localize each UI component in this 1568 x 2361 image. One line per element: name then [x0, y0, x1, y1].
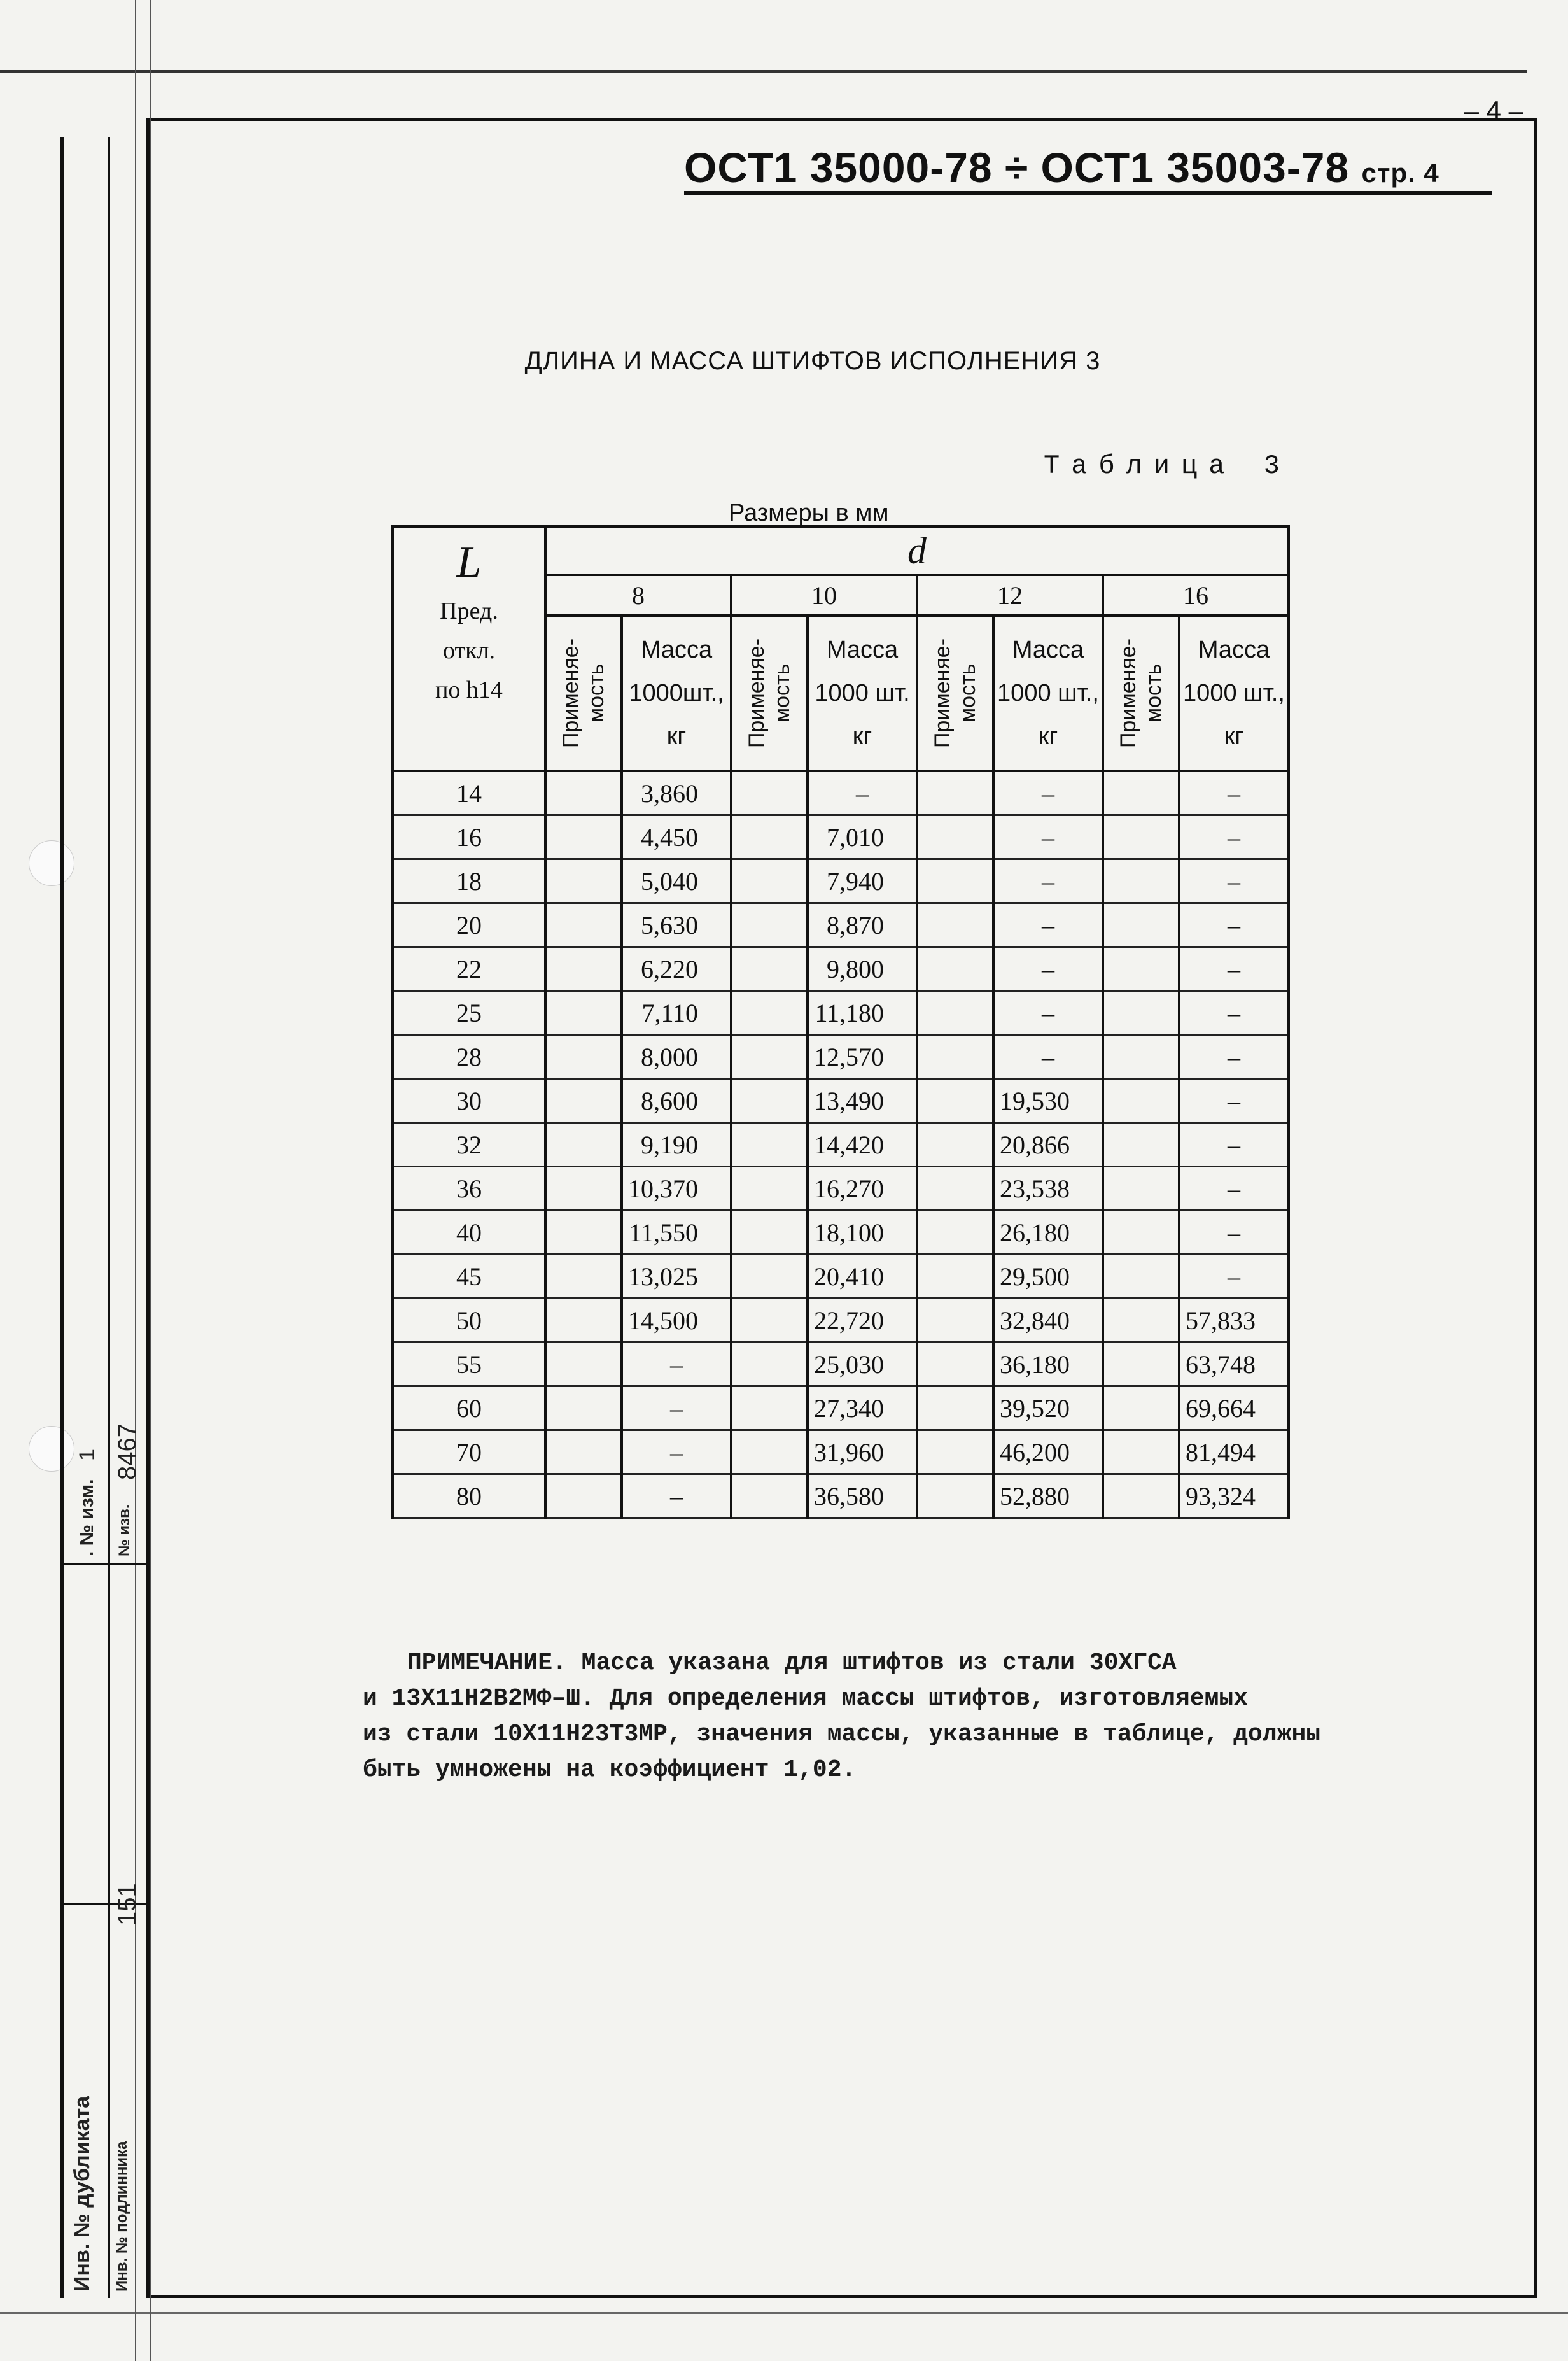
mass-cell: 27,340 — [808, 1386, 917, 1430]
mass-cell: – — [1179, 1211, 1289, 1255]
applicability-cell — [917, 1123, 993, 1167]
mass-cell: – — [1179, 771, 1289, 815]
applicability-cell — [1103, 1430, 1179, 1474]
mass-header-line: 1000 шт. — [815, 680, 910, 707]
tolerance-label: Пред. — [440, 598, 498, 624]
length-cell: 28 — [393, 1035, 545, 1079]
note-line: и 13Х11Н2В2МФ–Ш. Для определения массы штифтов, изготовляемых — [363, 1685, 1249, 1712]
applicability-cell — [545, 1211, 622, 1255]
applicability-cell — [731, 859, 808, 903]
mass-cell: 18,100 — [808, 1211, 917, 1255]
mass-cell: 13,490 — [808, 1079, 917, 1123]
mass-cell: – — [993, 947, 1103, 991]
mass-cell: 69,664 — [1179, 1386, 1289, 1430]
table-row — [393, 1211, 1289, 1255]
mass-cell: 7,110 — [622, 991, 731, 1035]
applicability-cell — [917, 1430, 993, 1474]
applicability-label — [744, 638, 795, 748]
applicability-cell — [1103, 1123, 1179, 1167]
applicability-cell — [1103, 1343, 1179, 1386]
mass-cell: 11,550 — [622, 1211, 731, 1255]
mass-cell: – — [993, 815, 1103, 859]
table-row — [393, 1123, 1289, 1167]
applicability-cell — [1103, 1299, 1179, 1343]
applicability-cell — [917, 991, 993, 1035]
applicability-line: мость — [1142, 663, 1166, 723]
table-row — [393, 1167, 1289, 1211]
mass-cell: 8,000 — [622, 1035, 731, 1079]
table-row — [393, 859, 1289, 903]
document-title — [684, 143, 1439, 192]
applicability-cell — [1103, 991, 1179, 1035]
mass-cell: – — [1179, 903, 1289, 947]
mass-cell: 9,190 — [622, 1123, 731, 1167]
mass-header-line: 1000шт., — [629, 680, 724, 707]
mass-header-line: Масса — [1012, 637, 1084, 663]
table-row — [393, 1299, 1289, 1343]
units-caption: Размеры в мм — [729, 500, 889, 526]
mass-header-line: кг — [1224, 723, 1244, 750]
applicability-line: мость — [956, 663, 980, 723]
applicability-label — [930, 638, 981, 748]
applicability-cell — [917, 1079, 993, 1123]
note-line: быть умножены на коэффициент 1,02. — [363, 1756, 857, 1784]
applicability-cell — [917, 1211, 993, 1255]
applicability-cell — [731, 1167, 808, 1211]
mass-cell: 36,180 — [993, 1343, 1103, 1386]
page-label: стр. 4 — [1361, 158, 1439, 188]
applicability-cell — [731, 1386, 808, 1430]
outer-frame-bottom-line — [0, 2312, 1568, 2314]
mass-cell: – — [1179, 815, 1289, 859]
applicability-cell — [545, 815, 622, 859]
applicability-line: мость — [584, 663, 608, 723]
mass-cell: – — [1179, 991, 1289, 1035]
length-cell: 25 — [393, 991, 545, 1035]
mass-cell: 36,580 — [808, 1474, 917, 1518]
applicability-cell — [545, 1035, 622, 1079]
applicability-cell — [1103, 1474, 1179, 1518]
applicability-cell — [545, 1255, 622, 1299]
applicability-cell — [917, 1167, 993, 1211]
mass-header-line: Масса — [1198, 637, 1270, 663]
mass-cell: 32,840 — [993, 1299, 1103, 1343]
mass-cell: 25,030 — [808, 1343, 917, 1386]
applicability-line: Применяе- — [559, 638, 583, 749]
applicability-cell — [545, 1299, 622, 1343]
applicability-cell — [917, 903, 993, 947]
mass-cell: – — [993, 903, 1103, 947]
applicability-cell — [1103, 1386, 1179, 1430]
mass-header — [993, 616, 1103, 771]
note-line: ПРИМЕЧАНИЕ. Масса указана для штифтов из стали 30ХГСА — [407, 1649, 1177, 1677]
applicability-cell — [731, 1343, 808, 1386]
applicability-cell — [917, 1474, 993, 1518]
mass-cell: – — [993, 1035, 1103, 1079]
applicability-cell — [731, 815, 808, 859]
applicability-cell — [731, 1123, 808, 1167]
mass-cell: 7,940 — [808, 859, 917, 903]
applicability-cell — [545, 991, 622, 1035]
change-number-label: . № изм. — [76, 1479, 97, 1556]
mass-cell: 13,025 — [622, 1255, 731, 1299]
table-row — [393, 1474, 1289, 1518]
tolerance-label: по h14 — [435, 677, 503, 703]
applicability-cell — [545, 1430, 622, 1474]
applicability-header — [1103, 616, 1179, 771]
applicability-cell — [545, 1167, 622, 1211]
binding-strip — [60, 137, 146, 2298]
applicability-cell — [731, 1035, 808, 1079]
applicability-label — [1116, 638, 1166, 748]
mass-cell: 57,833 — [1179, 1299, 1289, 1343]
table-row — [393, 1079, 1289, 1123]
length-header — [393, 526, 545, 771]
mass-cell: 8,870 — [808, 903, 917, 947]
mass-cell: – — [622, 1386, 731, 1430]
length-cell: 60 — [393, 1386, 545, 1430]
mass-cell: 93,324 — [1179, 1474, 1289, 1518]
applicability-cell — [1103, 815, 1179, 859]
applicability-header — [545, 616, 622, 771]
mass-cell: 46,200 — [993, 1430, 1103, 1474]
table-row — [393, 1343, 1289, 1386]
applicability-cell — [731, 1211, 808, 1255]
table-row — [393, 991, 1289, 1035]
applicability-cell — [731, 771, 808, 815]
mass-header-line: кг — [1038, 723, 1058, 750]
applicability-line: Применяе- — [1116, 638, 1140, 749]
mass-cell: 39,520 — [993, 1386, 1103, 1430]
length-cell: 20 — [393, 903, 545, 947]
mass-cell: 81,494 — [1179, 1430, 1289, 1474]
applicability-cell — [731, 903, 808, 947]
applicability-cell — [545, 903, 622, 947]
mass-cell: 6,220 — [622, 947, 731, 991]
mass-cell: – — [1179, 1167, 1289, 1211]
mass-cell: – — [622, 1343, 731, 1386]
applicability-line: мость — [770, 663, 794, 723]
applicability-cell — [1103, 1255, 1179, 1299]
length-cell: 55 — [393, 1343, 545, 1386]
section-heading: ДЛИНА И МАССА ШТИФТОВ ИСПОЛНЕНИЯ 3 — [524, 347, 1101, 375]
diameter-12: 12 — [917, 575, 1103, 616]
length-cell: 45 — [393, 1255, 545, 1299]
notice-number-label: № изв. — [116, 1504, 133, 1556]
mass-cell: 9,800 — [808, 947, 917, 991]
table-row — [393, 1255, 1289, 1299]
applicability-cell — [545, 771, 622, 815]
mass-cell: – — [1179, 1255, 1289, 1299]
mass-header — [808, 616, 917, 771]
duplicate-inventory-label: Инв. № дубликата — [70, 2096, 94, 2292]
mass-cell: – — [993, 771, 1103, 815]
page-number: – 4 – — [1464, 95, 1523, 125]
note — [363, 1646, 1368, 1788]
applicability-cell — [731, 1474, 808, 1518]
mass-cell: 11,180 — [808, 991, 917, 1035]
applicability-cell — [917, 1299, 993, 1343]
change-number-value: 1 — [75, 1449, 99, 1461]
length-cell: 22 — [393, 947, 545, 991]
length-cell: 70 — [393, 1430, 545, 1474]
original-inventory-value: 151 — [113, 1883, 141, 1926]
strip-divider — [64, 1563, 150, 1565]
length-cell: 30 — [393, 1079, 545, 1123]
applicability-cell — [545, 1123, 622, 1167]
mass-table — [391, 525, 1290, 1519]
applicability-line: Применяе- — [745, 638, 769, 749]
outer-frame-top-line — [0, 70, 1527, 73]
applicability-cell — [1103, 1079, 1179, 1123]
mass-cell: – — [1179, 1079, 1289, 1123]
length-cell: 16 — [393, 815, 545, 859]
mass-cell: – — [1179, 1035, 1289, 1079]
tolerance-label: откл. — [442, 637, 496, 664]
mass-cell: 19,530 — [993, 1079, 1103, 1123]
applicability-cell — [545, 859, 622, 903]
mass-cell: 7,010 — [808, 815, 917, 859]
applicability-line: Применяе- — [930, 638, 955, 749]
mass-header — [622, 616, 731, 771]
length-cell: 40 — [393, 1211, 545, 1255]
length-cell: 80 — [393, 1474, 545, 1518]
applicability-cell — [917, 1035, 993, 1079]
mass-cell: – — [1179, 1123, 1289, 1167]
table-label: Таблица 3 — [1044, 451, 1291, 481]
mass-cell: 31,960 — [808, 1430, 917, 1474]
applicability-cell — [917, 1343, 993, 1386]
mass-cell: 14,500 — [622, 1299, 731, 1343]
mass-cell: 14,420 — [808, 1123, 917, 1167]
standard-designation: ОСТ1 35000-78 ÷ ОСТ1 35003-78 — [684, 144, 1350, 191]
mass-cell: 5,630 — [622, 903, 731, 947]
mass-cell: – — [1179, 947, 1289, 991]
diameter-16: 16 — [1103, 575, 1289, 616]
mass-header-line: 1000 шт., — [1183, 680, 1285, 707]
diameter-8: 8 — [545, 575, 731, 616]
table-row — [393, 771, 1289, 815]
applicability-label — [558, 638, 609, 748]
table-row — [393, 1035, 1289, 1079]
applicability-cell — [731, 947, 808, 991]
table-row — [393, 815, 1289, 859]
mass-cell: – — [622, 1474, 731, 1518]
applicability-cell — [917, 947, 993, 991]
mass-header — [1179, 616, 1289, 771]
applicability-cell — [1103, 1211, 1179, 1255]
applicability-cell — [917, 1386, 993, 1430]
mass-cell: 5,040 — [622, 859, 731, 903]
mass-cell: 20,410 — [808, 1255, 917, 1299]
length-cell: 14 — [393, 771, 545, 815]
applicability-header — [917, 616, 993, 771]
mass-header-line: Масса — [826, 637, 899, 663]
applicability-cell — [545, 1386, 622, 1430]
applicability-cell — [545, 1343, 622, 1386]
mass-header-line: Масса — [640, 637, 713, 663]
mass-cell: – — [993, 991, 1103, 1035]
applicability-cell — [731, 991, 808, 1035]
applicability-cell — [1103, 1035, 1179, 1079]
applicability-cell — [731, 1079, 808, 1123]
applicability-cell — [1103, 903, 1179, 947]
length-cell: 36 — [393, 1167, 545, 1211]
table-row — [393, 903, 1289, 947]
mass-cell: 22,720 — [808, 1299, 917, 1343]
mass-cell: – — [622, 1430, 731, 1474]
applicability-cell — [545, 1474, 622, 1518]
table-row — [393, 947, 1289, 991]
applicability-cell — [731, 1255, 808, 1299]
mass-cell: 63,748 — [1179, 1343, 1289, 1386]
applicability-cell — [1103, 771, 1179, 815]
applicability-cell — [1103, 947, 1179, 991]
mass-cell: 16,270 — [808, 1167, 917, 1211]
mass-header-line: кг — [666, 723, 687, 750]
applicability-cell — [917, 1255, 993, 1299]
mass-cell: – — [808, 771, 917, 815]
notice-number-value: 8467 — [113, 1423, 141, 1480]
note-line: из стали 10Х11Н23Т3МР, значения массы, указанные в таблице, должны — [363, 1721, 1321, 1748]
mass-header-line: 1000 шт., — [997, 680, 1099, 707]
applicability-cell — [1103, 859, 1179, 903]
length-cell: 18 — [393, 859, 545, 903]
applicability-cell — [545, 947, 622, 991]
mass-header-line: кг — [852, 723, 872, 750]
original-inventory-label: Инв. № подлинника — [113, 2141, 130, 2292]
mass-cell: 20,866 — [993, 1123, 1103, 1167]
applicability-cell — [731, 1430, 808, 1474]
applicability-cell — [917, 815, 993, 859]
applicability-header — [731, 616, 808, 771]
applicability-cell — [545, 1079, 622, 1123]
mass-cell: 52,880 — [993, 1474, 1103, 1518]
mass-cell: 10,370 — [622, 1167, 731, 1211]
diameter-header: d — [545, 526, 1289, 575]
strip-divider — [108, 137, 110, 2298]
diameter-10: 10 — [731, 575, 917, 616]
applicability-cell — [731, 1299, 808, 1343]
mass-cell: 29,500 — [993, 1255, 1103, 1299]
table-row — [393, 1430, 1289, 1474]
applicability-cell — [917, 771, 993, 815]
mass-cell: 8,600 — [622, 1079, 731, 1123]
mass-cell: 23,538 — [993, 1167, 1103, 1211]
mass-cell: – — [1179, 859, 1289, 903]
mass-cell: 12,570 — [808, 1035, 917, 1079]
mass-cell: 26,180 — [993, 1211, 1103, 1255]
mass-cell: 3,860 — [622, 771, 731, 815]
mass-cell: – — [993, 859, 1103, 903]
applicability-cell — [1103, 1167, 1179, 1211]
mass-cell: 4,450 — [622, 815, 731, 859]
length-cell: 50 — [393, 1299, 545, 1343]
length-symbol: L — [456, 538, 482, 587]
title-underline — [684, 191, 1492, 195]
length-cell: 32 — [393, 1123, 545, 1167]
applicability-cell — [917, 859, 993, 903]
table-row — [393, 1386, 1289, 1430]
